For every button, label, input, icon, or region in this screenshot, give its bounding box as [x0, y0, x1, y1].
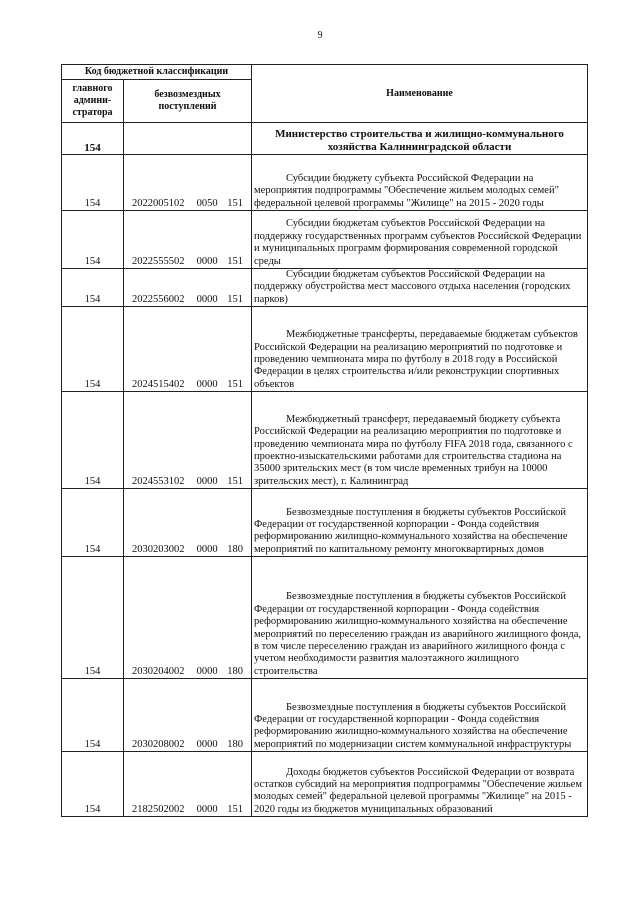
ministry-empty-cell [124, 123, 252, 155]
code-part-main: 2030208002 [132, 738, 185, 750]
code-part-program: 0000 [196, 475, 218, 487]
revenue-code [124, 392, 252, 489]
header-revenue: безвозмездных поступлений [124, 80, 252, 123]
code-part-program: 0000 [196, 293, 218, 305]
revenue-name-text: Субсидии бюджету субъекта Российской Федерации на мероприятия подпрограммы "Обеспечение жильем молодых семей" федеральной целевой программы "Жилище" на 2015 - 2020 годы [254, 172, 559, 209]
admin-code: 154 [62, 307, 124, 392]
revenue-name-text: Межбюджетные трансферты, передаваемые бюджетам субъектов Российской Федерации на реализацию мероприятий по подготовке и проведению чемпионата мира по футболу в 2018 году в Российской Федерации в целях строительства и/или реконструкции спортивных объектов [254, 329, 578, 390]
admin-code: 154 [62, 392, 124, 489]
revenue-name [252, 307, 588, 392]
table-row [62, 557, 588, 679]
code-part-program: 0000 [196, 803, 218, 815]
code-part-main: 2182502002 [132, 803, 185, 815]
admin-code: 154 [62, 489, 124, 557]
code-part-kosgu: 151 [227, 475, 243, 487]
code-part-kosgu: 151 [227, 255, 243, 267]
code-part-main: 2022005102 [132, 197, 185, 209]
revenue-name-text: Субсидии бюджетам субъектов Российской Федерации на поддержку обустройства мест массового отдыха населения (городских парков) [254, 269, 571, 305]
page-number: 9 [317, 30, 323, 41]
table-row [62, 269, 588, 307]
table-row [62, 155, 588, 211]
revenue-name-text: Межбюджетный трансферт, передаваемый бюджету субъекта Российской Федерации на реализацию мероприятия по подготовке и проведению чемпионата мира по футболу FIFA 2018 года, связанного с проектно-изыскательскими работами для строительства стадиона на 35000 зрительских мест (в том числе временных трибун на 10000 зрительских мест), г. Калининград [254, 413, 573, 487]
revenue-name-text: Субсидии бюджетам субъектов Российской Федерации на поддержку государственных программ субъектов Российской Федерации и муниципальных программ формирования современной городской среды [254, 218, 582, 267]
revenue-name [252, 392, 588, 489]
admin-code: 154 [62, 679, 124, 752]
code-part-kosgu: 180 [227, 738, 243, 750]
revenue-code [124, 489, 252, 557]
revenue-code [124, 679, 252, 752]
revenue-name-text: Безвозмездные поступления в бюджеты субъектов Российской Федерации от государственной корпорации - Фонда содействия реформированию жилищно-коммунального хозяйства на обеспечение мероприятий по капитальному ремонту многоквартирных домов [254, 506, 568, 555]
budget-classification-table [61, 64, 588, 817]
table-row [62, 752, 588, 817]
revenue-name [252, 155, 588, 211]
admin-code: 154 [62, 557, 124, 679]
code-part-main: 2030204002 [132, 665, 185, 677]
revenue-name [252, 269, 588, 307]
code-part-main: 2024515402 [132, 378, 185, 390]
revenue-name-text: Безвозмездные поступления в бюджеты субъектов Российской Федерации от государственной корпорации - Фонда содействия реформированию жилищно-коммунального хозяйства на обеспечение мероприятий по переселению граждан из аварийного жилищного фонда, в том числе переселению граждан из аварийного жилищного фонда с учетом необходимости развития малоэтажного жилищного строительства [254, 591, 582, 677]
revenue-name-text: Безвозмездные поступления в бюджеты субъектов Российской Федерации от государственной корпорации - Фонда содействия реформированию жилищно-коммунального хозяйства на обеспечение мероприятий по модернизации систем коммунальной инфраструктуры [254, 701, 572, 750]
header-name: Наименование [252, 65, 588, 123]
revenue-code [124, 211, 252, 269]
code-part-main: 2024553102 [132, 475, 185, 487]
code-part-program: 0000 [196, 378, 218, 390]
header-classification-code: Код бюджетной классификации [62, 65, 252, 80]
revenue-name [252, 557, 588, 679]
admin-code: 154 [62, 752, 124, 817]
code-part-program: 0000 [196, 665, 218, 677]
code-part-program: 0000 [196, 543, 218, 555]
header-admin: главного админи-стратора [62, 80, 124, 123]
table-row [62, 307, 588, 392]
revenue-name [252, 211, 588, 269]
ministry-row [62, 123, 588, 155]
code-part-main: 2030203002 [132, 543, 185, 555]
table-row [62, 489, 588, 557]
revenue-name [252, 489, 588, 557]
ministry-code: 154 [62, 123, 124, 155]
code-part-main: 2022556002 [132, 293, 185, 305]
table-row [62, 679, 588, 752]
code-part-kosgu: 180 [227, 665, 243, 677]
revenue-name [252, 752, 588, 817]
table-row [62, 211, 588, 269]
admin-code: 154 [62, 155, 124, 211]
code-part-program: 0000 [196, 738, 218, 750]
revenue-code [124, 155, 252, 211]
revenue-code [124, 557, 252, 679]
code-part-kosgu: 151 [227, 197, 243, 209]
code-part-kosgu: 180 [227, 543, 243, 555]
revenue-code [124, 269, 252, 307]
table-row [62, 392, 588, 489]
revenue-name [252, 679, 588, 752]
code-part-main: 2022555502 [132, 255, 185, 267]
code-part-program: 0050 [196, 197, 218, 209]
admin-code: 154 [62, 269, 124, 307]
revenue-code [124, 307, 252, 392]
ministry-name: Министерство строительства и жилищно-коммунального хозяйства Калининградской области [252, 123, 588, 155]
revenue-name-text: Доходы бюджетов субъектов Российской Федерации от возврата остатков субсидий на мероприятия подпрограммы "Обеспечение жильем молодых семей" федеральной целевой программы "Жилище" на 2015 - 2020 годы из бюджетов муниципальных образований [254, 766, 582, 815]
revenue-code [124, 752, 252, 817]
code-part-program: 0000 [196, 255, 218, 267]
admin-code: 154 [62, 211, 124, 269]
code-part-kosgu: 151 [227, 803, 243, 815]
code-part-kosgu: 151 [227, 378, 243, 390]
code-part-kosgu: 151 [227, 293, 243, 305]
